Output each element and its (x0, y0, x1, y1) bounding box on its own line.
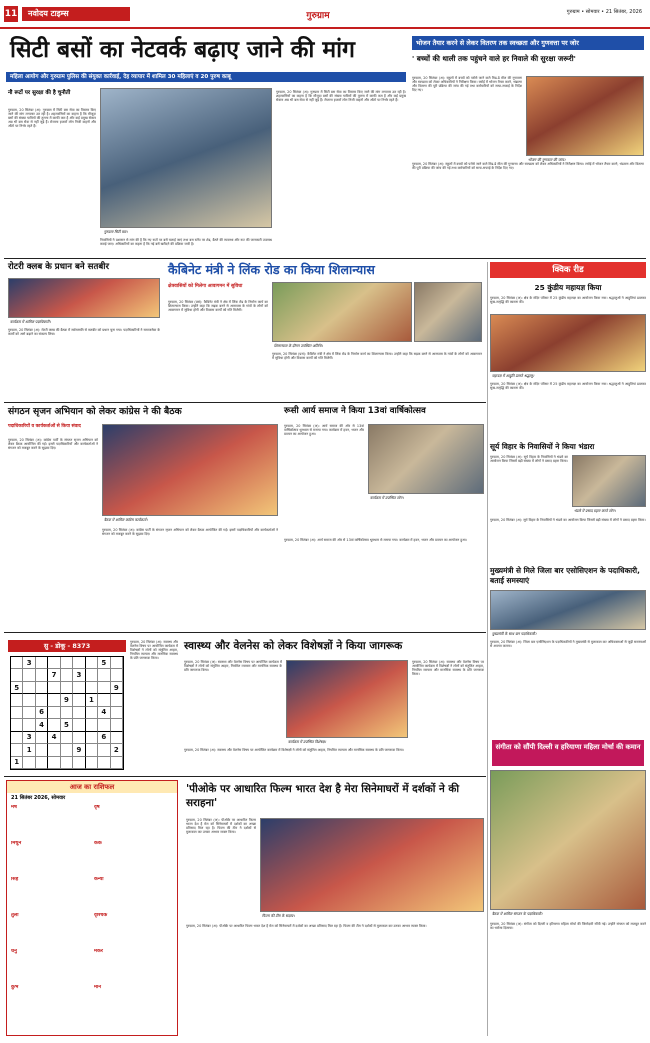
lead-bus-photo (100, 88, 272, 228)
sudoku-cell (36, 757, 48, 769)
rashifal-item (94, 913, 173, 947)
sangathan-body-2: गुरुग्राम, 20 सितंबर (अ): कांग्रेस पार्टी के संगठन सृजन अभियान को लेकर बैठक आयोजित की गई। इसमें पदाधिकारियों और कार्यकर्ताओं ने संगठन को मजबूत करने के सुझाव दिए। (102, 528, 278, 537)
kick-item-2-caption: भंडारे में प्रसाद ग्रहण करते लोग। (574, 509, 616, 513)
rashifal-sign-name: कन्या (94, 877, 104, 882)
food-banner: भोजन तैयार करने से लेकर वितरण तक स्वच्छता और गुणवत्ता पर जोर (412, 36, 644, 50)
rashifal-item (94, 841, 173, 875)
section-rule-4 (4, 776, 486, 777)
sudoku-cell: 6 (36, 707, 48, 719)
rashifal-sign-name: मीन (94, 985, 102, 990)
rotary-headline: रोटरी क्लब के प्रधान बने सतबीर (8, 262, 109, 272)
lead-headline: सिटी बसों का नेटवर्क बढ़ाए जाने की मांग (10, 37, 356, 63)
sudoku-cell: 9 (73, 744, 85, 756)
sudoku-cell (86, 669, 98, 681)
sangathan-photo-caption: बैठक में शामिल कांग्रेस कार्यकर्ता। (104, 518, 148, 522)
film-photo-caption: फिल्म की टीम के सदस्य। (262, 914, 295, 918)
health-body-2: गुरुग्राम, 20 सितंबर (अ): स्वास्थ्य और वेलनेस विषय पर आयोजित कार्यक्रम में विशेषज्ञों ने लोगों को संतुलित आहार, नियमित व्यायाम और मानसिक स्वास्थ्य के प्रति जागरूक किया। (412, 660, 484, 677)
sudoku-cell (98, 669, 110, 681)
health-headline: स्वास्थ्य और वेलनेस को लेकर विशेषज्ञों ने किया जागरूक (184, 640, 403, 652)
film-photo (260, 818, 484, 912)
sudoku-cell (86, 682, 98, 694)
sudoku-cell (48, 719, 60, 731)
film-headline: 'पीओके पर आधारित फिल्म भारत देश है मेरा सिनेमाघरों में दर्शकों ने की सराहना' (186, 783, 460, 809)
food-photo (526, 76, 644, 156)
sudoku-title: सु - डोकू - 8373 (8, 640, 126, 652)
sudoku-cell (111, 732, 123, 744)
lead-body-2: निवासियों ने प्रशासन से मांग की है कि नए रूटों पर बसें चलाई जाएं तथा बस स्टॉप पर शेड, बैठने की व्यवस्था और रूट की जानकारी उपलब्ध कराई जाए। अधिकारियों का कहना है कि नई बसें खरीदने की प्रक्रिया जारी है। (100, 238, 272, 247)
sangathan-body-1: गुरुग्राम, 20 सितंबर (अ): कांग्रेस पार्टी के संगठन सृजन अभियान को लेकर बैठक आयोजित की गई। इसमें पदाधिकारियों और कार्यकर्ताओं ने संगठन को मजबूत करने के सुझाव दिए। (8, 438, 98, 451)
section-rule-1 (4, 258, 646, 259)
sudoku-grid (10, 656, 124, 770)
sudoku-cell (98, 682, 110, 694)
sudoku-cell: 1 (86, 694, 98, 706)
rashifal-sign-name: मेष (11, 805, 17, 810)
sudoku-cell (23, 694, 35, 706)
rusi-body-1: गुरुग्राम, 20 सितंबर (अ): आर्य समाज की ओर से 13वां वार्षिकोत्सव धूमधाम से मनाया गया। कार्यक्रम में हवन, भजन और प्रवचन का आयोजन हुआ। (284, 424, 364, 437)
sudoku-cell (111, 694, 123, 706)
rashifal-sign-name: तुला (11, 913, 19, 918)
section-label: गुरुग्राम (306, 11, 330, 21)
kick-item-1-caption: महायज्ञ में आहुति डालते श्रद्धालु। (492, 374, 535, 378)
sudoku-cell (36, 694, 48, 706)
food-body-2: गुरुग्राम, 20 सितंबर (अ): स्कूलों में बच्चों को परोसे जाने वाले मिड-डे मील की गुणवत्ता और स्वच्छता को लेकर अधिकारियों ने निरीक्षण किया। रसोई में भोजन तैयार करने, भंडारण और वितरण की पूरी प्रक्रिया की जांच की गई तथा कर्मचारियों को साफ-सफाई के निर्देश दिए गए। (412, 162, 644, 171)
film-body-2: गुरुग्राम, 20 सितंबर (अ): पीओके पर आधारित फिल्म भारत देश है मेरा को सिनेमाघरों में दर्शकों का अच्छा प्रतिसाद मिल रहा है। फिल्म की टीम ने दर्शकों से मुलाकात कर उनका आभार व्यक्त किया। (186, 924, 427, 928)
minister-photo-1 (272, 282, 412, 342)
cm-meet-photo (490, 590, 646, 630)
paper-name: नवोदय टाइम्स (22, 7, 130, 21)
sudoku-cell (48, 707, 60, 719)
sudoku-cell (11, 669, 23, 681)
sudoku-cell: 1 (11, 757, 23, 769)
sudoku-cell (11, 694, 23, 706)
sudoku-cell (23, 682, 35, 694)
sudoku-cell: 5 (98, 657, 110, 669)
sudoku-cell: 4 (48, 732, 60, 744)
sudoku-cell: 2 (111, 744, 123, 756)
sudoku-cell (23, 669, 35, 681)
sudoku-cell (11, 657, 23, 669)
sudoku-instructions: गुरुग्राम, 20 सितंबर (अ): स्वास्थ्य और वेलनेस विषय पर आयोजित कार्यक्रम में विशेषज्ञों ने लोगों को संतुलित आहार, नियमित व्यायाम और मानसिक स्वास्थ्य के प्रति जागरूक किया। (130, 640, 178, 661)
sudoku-cell (61, 669, 73, 681)
sudoku-cell (111, 719, 123, 731)
minister-headline: कैबिनेट मंत्री ने लिंक रोड का किया शिलान्यास (168, 262, 375, 277)
sangeeta-body: गुरुग्राम, 20 सितंबर (अ): संगीता को दिल्ली व हरियाणा महिला मोर्चा की जिम्मेदारी सौंपी गई। उन्होंने संगठन को मजबूत करने का भरोसा दिलाया। (490, 922, 646, 931)
sudoku-cell: 9 (111, 682, 123, 694)
sudoku-cell (36, 669, 48, 681)
sudoku-cell (73, 657, 85, 669)
sangeeta-photo-caption: बैठक में शामिल संगठन के पदाधिकारी। (492, 912, 543, 916)
rashifal-grid (7, 803, 177, 1021)
rusi-photo (368, 424, 484, 494)
cm-meet-headline: मुख्यमंत्री से मिले जिला बार एसोसिएशन के पदाधिकारी, बताई समस्याएं (490, 566, 640, 585)
sudoku-cell (11, 719, 23, 731)
section-rule-2 (4, 402, 486, 403)
sudoku-cell (111, 657, 123, 669)
kick-item-2-headline: सूर्य विहार के निवासियों ने किया भंडारा (490, 442, 595, 451)
rashifal-sign-name: मिथुन (11, 841, 22, 846)
sudoku-cell (98, 744, 110, 756)
food-headline: ' बच्चों की थाली तक पहुंचने वाले हर निवाले की सुरक्षा जरूरी' (412, 54, 576, 63)
food-body: गुरुग्राम, 20 सितंबर (अ): स्कूलों में बच्चों को परोसे जाने वाले मिड-डे मील की गुणवत्ता और स्वच्छता को लेकर अधिकारियों ने निरीक्षण किया। रसोई में भोजन तैयार करने, भंडारण और वितरण की पूरी प्रक्रिया की जांच की गई तथा कर्मचारियों को साफ-सफाई के निर्देश दिए गए। (412, 76, 522, 93)
health-body-1: गुरुग्राम, 20 सितंबर (अ): स्वास्थ्य और वेलनेस विषय पर आयोजित कार्यक्रम में विशेषज्ञों ने लोगों को संतुलित आहार, नियमित व्यायाम और मानसिक स्वास्थ्य के प्रति जागरूक किया। (184, 660, 282, 673)
food-photo-caption: भोजन की गुणवत्ता की जांच। (528, 158, 566, 162)
column-rule-right (487, 262, 488, 1036)
sudoku-cell (98, 757, 110, 769)
sudoku-cell (73, 707, 85, 719)
rashifal-item (11, 841, 90, 875)
sudoku-cell: 5 (61, 719, 73, 731)
rashifal-item (11, 805, 90, 839)
sudoku-cell (48, 682, 60, 694)
sudoku-cell (61, 682, 73, 694)
rashifal-sign-name: मकर (94, 949, 103, 954)
sudoku-cell (36, 682, 48, 694)
sudoku-cell (73, 757, 85, 769)
sudoku-cell (86, 719, 98, 731)
rotary-photo-caption: कार्यक्रम में शामिल पदाधिकारी। (10, 320, 51, 324)
sudoku-cell (111, 757, 123, 769)
sudoku-cell (36, 744, 48, 756)
sudoku-cell: 7 (48, 669, 60, 681)
rashifal-sign-name: कुंभ (11, 985, 19, 990)
kick-item-1-headline: 25 कुंडीय महायज्ञ किया (534, 283, 602, 292)
health-photo-caption: कार्यक्रम में उपस्थित विशेषज्ञ। (288, 740, 326, 744)
health-photo (286, 660, 408, 738)
sudoku-cell (61, 657, 73, 669)
rashifal-item (11, 985, 90, 1019)
kick-reed-banner: क्विक रीड (490, 262, 646, 278)
sudoku-cell (23, 757, 35, 769)
kick-item-1-body-2: गुरुग्राम, 20 सितंबर (अ): क्षेत्र के मंदिर परिसर में 25 कुंडीय महायज्ञ का आयोजन किया गया। श्रद्धालुओं ने आहुतियां डालकर सुख-समृद्धि की कामना की। (490, 382, 646, 391)
sudoku-cell (111, 707, 123, 719)
sudoku-cell (86, 657, 98, 669)
rashifal-sign-name: कर्क (94, 841, 102, 846)
health-body-3: गुरुग्राम, 20 सितंबर (अ): स्वास्थ्य और वेलनेस विषय पर आयोजित कार्यक्रम में विशेषज्ञों ने लोगों को संतुलित आहार, नियमित व्यायाम और मानसिक स्वास्थ्य के प्रति जागरूक किया। (184, 748, 404, 752)
rashifal-item (94, 805, 173, 839)
sudoku-cell (48, 694, 60, 706)
sudoku-cell (86, 707, 98, 719)
minister-body-2: गुरुग्राम, 20 सितंबर (प्रसं): कैबिनेट मंत्री ने क्षेत्र में लिंक रोड के निर्माण कार्य का शिलान्यास किया। उन्होंने कहा कि सड़क बनने से आसपास के गांवों के लोगों को आवागमन में सुविधा होगी और विकास कार्यों को गति मिलेगी। (272, 352, 482, 361)
sudoku-cell (98, 694, 110, 706)
kick-item-2-body-2: गुरुग्राम, 20 सितंबर (अ): सूर्य विहार के निवासियों ने भंडारे का आयोजन किया जिसमें बड़ी संख्या में लोगों ने प्रसाद ग्रहण किया। (490, 518, 646, 522)
sudoku-cell (86, 732, 98, 744)
sudoku-cell (73, 732, 85, 744)
lead-photo-caption: गुरुग्राम सिटी बस। (104, 230, 128, 234)
sudoku-cell: 6 (98, 732, 110, 744)
sudoku-cell: 4 (36, 719, 48, 731)
sudoku-cell: 1 (23, 744, 35, 756)
kick-item-1-body: गुरुग्राम, 20 सितंबर (अ): क्षेत्र के मंदिर परिसर में 25 कुंडीय महायज्ञ का आयोजन किया गया। श्रद्धालुओं ने आहुतियां डालकर सुख-समृद्धि की कामना की। (490, 296, 646, 305)
sangathan-photo (102, 424, 278, 516)
kick-item-2-photo (572, 455, 646, 507)
lead-body-3: गुरुग्राम, 20 सितंबर (अ): गुरुग्राम में सिटी बस सेवा का विस्तार किए जाने की मांग लगातार उठ रही है। शहरवासियों का कहना है कि मौजूदा बसों की संख्या यात्रियों की तुलना में काफी कम है और कई प्रमुख सेक्टर अब भी बस सेवा से नहीं जुड़े हैं। रोजाना हजारों लोग निजी वाहनों और ऑटो पर निर्भर रहते हैं। (276, 90, 406, 103)
rashifal-sign-name: वृष (94, 805, 100, 810)
sudoku-cell (23, 719, 35, 731)
sangathan-headline: संगठन सृजन अभियान को लेकर कांग्रेस ने की बैठक (8, 406, 182, 417)
rashifal-sign-name: धनु (11, 949, 17, 954)
minister-photo-2 (414, 282, 482, 342)
rashifal-sign-name: वृश्चिक (94, 913, 108, 918)
minister-body-1: गुरुग्राम, 20 सितंबर (प्रसं): कैबिनेट मंत्री ने क्षेत्र में लिंक रोड के निर्माण कार्य का शिलान्यास किया। उन्होंने कहा कि सड़क बनने से आसपास के गांवों के लोगों को आवागमन में सुविधा होगी और विकास कार्यों को गति मिलेगी। (168, 300, 268, 313)
kick-item-2-body: गुरुग्राम, 20 सितंबर (अ): सूर्य विहार के निवासियों ने भंडारे का आयोजन किया जिसमें बड़ी संख्या में लोगों ने प्रसाद ग्रहण किया। (490, 455, 568, 464)
rusi-headline: रूसी आर्य समाज ने किया 13वां वार्षिकोत्सव (284, 406, 426, 416)
dateline: गुरुग्राम • सोमवार • 21 सितंबर, 2026 (566, 9, 642, 15)
sudoku-cell (11, 732, 23, 744)
rusi-photo-caption: कार्यक्रम में उपस्थित लोग। (370, 496, 404, 500)
sangeeta-photo (490, 770, 646, 910)
sangathan-subhead: पदाधिकारियों व कार्यकर्ताओं से किया संवाद (8, 424, 81, 429)
sudoku-cell (111, 669, 123, 681)
rashifal-date: 21 सितंबर 2026, सोमवार (11, 795, 66, 801)
sudoku-cell (61, 732, 73, 744)
page-number-badge: 11 (4, 6, 18, 22)
sudoku-cell (36, 732, 48, 744)
rashifal-item (11, 877, 90, 911)
masthead-rule (0, 27, 650, 29)
sudoku-cell: 3 (73, 669, 85, 681)
sudoku-cell (98, 719, 110, 731)
sudoku-cell: 4 (98, 707, 110, 719)
sangeeta-headline: संगीता को सौंपी दिल्ली व हरियाणा महिला मोर्चा की कमान (492, 740, 644, 766)
sudoku-cell (86, 757, 98, 769)
rashifal-title: आज का राशिफल (7, 781, 177, 793)
lead-subhead: नौ रूटों पर सुरक्षा की है चुनौती (8, 90, 71, 96)
rashifal-sign-name: सिंह (11, 877, 19, 882)
cm-meet-body: गुरुग्राम, 20 सितंबर (अ): जिला बार एसोसिएशन के पदाधिकारियों ने मुख्यमंत्री से मुलाकात कर अधिवक्ताओं से जुड़ी समस्याओं से अवगत कराया। (490, 640, 646, 649)
minister-subhead: क्षेत्रवासियों को मिलेगा आवागमन में सुविधा (168, 284, 243, 289)
sudoku-cell (48, 657, 60, 669)
sudoku-cell (61, 757, 73, 769)
minister-photo-caption: शिलान्यास के दौरान उपस्थित अतिथि। (274, 344, 323, 348)
sudoku-cell (48, 757, 60, 769)
sudoku-cell (73, 682, 85, 694)
sudoku-cell: 5 (11, 682, 23, 694)
sudoku-cell (11, 744, 23, 756)
sudoku-cell: 9 (61, 694, 73, 706)
sudoku-cell (48, 744, 60, 756)
lead-strap: महिला आयोग और गुरुग्राम पुलिस की संयुक्त कार्रवाई, देह व्यापार में शामिल 30 महिलाएं व 20 पुरुष काबू (6, 72, 406, 82)
kick-item-1-photo (490, 314, 646, 372)
rashifal-item (94, 949, 173, 983)
sudoku-cell (23, 707, 35, 719)
lead-body-1: गुरुग्राम, 20 सितंबर (अ): गुरुग्राम में सिटी बस सेवा का विस्तार किए जाने की मांग लगातार उठ रही है। शहरवासियों का कहना है कि मौजूदा बसों की संख्या यात्रियों की तुलना में काफी कम है और कई प्रमुख सेक्टर अब भी बस सेवा से नहीं जुड़े हैं। रोजाना हजारों लोग निजी वाहनों और ऑटो पर निर्भर रहते हैं। (8, 108, 96, 129)
rashifal-item (94, 877, 173, 911)
sudoku-cell (73, 719, 85, 731)
rashifal-item (94, 985, 173, 1019)
masthead (0, 0, 650, 28)
rotary-photo (8, 278, 160, 318)
rashifal-box (6, 780, 178, 1036)
sudoku-cell: 3 (23, 732, 35, 744)
rashifal-item (11, 949, 90, 983)
sudoku-cell (61, 744, 73, 756)
sudoku-cell (11, 707, 23, 719)
sudoku-cell (73, 694, 85, 706)
rashifal-item (11, 913, 90, 947)
film-body-1: गुरुग्राम, 20 सितंबर (अ): पीओके पर आधारित फिल्म भारत देश है मेरा को सिनेमाघरों में दर्शकों का अच्छा प्रतिसाद मिल रहा है। फिल्म की टीम ने दर्शकों से मुलाकात कर उनका आभार व्यक्त किया। (186, 818, 256, 835)
sudoku-cell (36, 657, 48, 669)
section-rule-3 (4, 632, 486, 633)
cm-meet-caption: मुख्यमंत्री के साथ बार पदाधिकारी। (492, 632, 537, 636)
sudoku-cell (61, 707, 73, 719)
sudoku-cell: 3 (23, 657, 35, 669)
rotary-body: गुरुग्राम, 20 सितंबर (अ): रोटरी क्लब की बैठक में सर्वसम्मति से सतबीर को प्रधान चुना गया। पदाधिकारियों ने समाजसेवा के कार्यों को आगे बढ़ाने का संकल्प लिया। (8, 328, 160, 337)
rusi-body-2: गुरुग्राम, 20 सितंबर (अ): आर्य समाज की ओर से 13वां वार्षिकोत्सव धूमधाम से मनाया गया। कार्यक्रम में हवन, भजन और प्रवचन का आयोजन हुआ। (284, 538, 467, 542)
sudoku-cell (86, 744, 98, 756)
